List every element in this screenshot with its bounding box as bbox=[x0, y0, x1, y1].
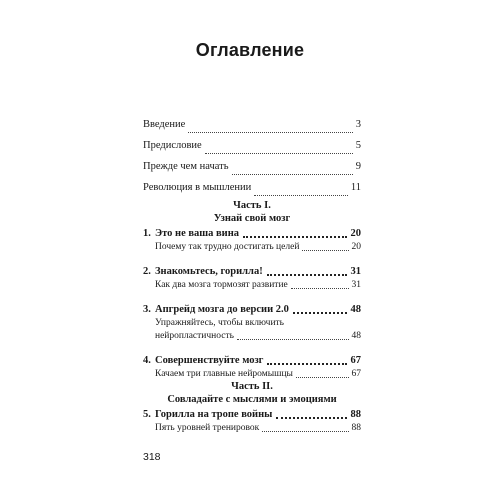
leader-dots bbox=[254, 195, 348, 196]
page-title: Оглавление bbox=[195, 40, 305, 60]
chapter-subtitle-line bbox=[143, 241, 361, 254]
leader-dots bbox=[243, 236, 346, 238]
chapter-page: 48 bbox=[350, 304, 361, 315]
chapter-subtitle: Как два мозга тормозят развитие bbox=[155, 280, 288, 290]
chapter-subtitle-line bbox=[143, 422, 361, 435]
front-matter-list bbox=[143, 119, 361, 203]
leader-dots bbox=[302, 250, 348, 251]
chapter-subtitle-line bbox=[143, 330, 361, 343]
leader-dots bbox=[276, 417, 346, 419]
chapter-page: 31 bbox=[350, 266, 361, 277]
chapter-title: Это не ваша вина bbox=[155, 228, 240, 239]
toc-entry-label: Предисловие bbox=[143, 140, 202, 151]
chapter-number: 3. bbox=[143, 304, 151, 315]
chapter-subtitle-line bbox=[143, 317, 361, 330]
toc-entry-page: 5 bbox=[355, 140, 361, 151]
chapter-subtitle-page: 20 bbox=[351, 242, 361, 252]
chapter-number: 2. bbox=[143, 266, 151, 277]
leader-dots bbox=[291, 288, 349, 289]
chapter-page: 67 bbox=[350, 355, 361, 366]
chapter-title: Совершенствуйте мозг bbox=[155, 355, 264, 366]
chapter-subtitle-page: 31 bbox=[351, 280, 361, 290]
toc-entry-page: 3 bbox=[355, 119, 361, 130]
chapter-subtitle: Упражняйтесь, чтобы включить bbox=[155, 318, 285, 328]
toc-entry-label: Введение bbox=[143, 119, 186, 130]
chapter-subtitle-page: 48 bbox=[351, 331, 361, 341]
part-label: Часть I. bbox=[233, 200, 271, 211]
part-2-chapters bbox=[143, 408, 361, 435]
leader-dots bbox=[267, 363, 346, 365]
chapter-subtitle: Пять уровней тренировок bbox=[155, 423, 260, 433]
leader-dots bbox=[262, 431, 348, 432]
toc-entry-page: 11 bbox=[350, 182, 361, 193]
leader-dots bbox=[232, 174, 353, 175]
part-heading bbox=[143, 199, 361, 225]
page-number: 318 bbox=[143, 451, 161, 463]
part-name: Совладайте с мыслями и эмоциями bbox=[167, 394, 337, 405]
chapter-page: 20 bbox=[350, 228, 361, 239]
chapter-entry[interactable] bbox=[143, 408, 361, 435]
toc-entry-page: 9 bbox=[355, 161, 361, 172]
part-label: Часть II. bbox=[231, 381, 273, 392]
toc-entry[interactable] bbox=[143, 161, 361, 182]
part-name: Узнай свой мозг bbox=[213, 213, 291, 224]
chapter-title: Знакомьтесь, горилла! bbox=[155, 266, 263, 277]
chapter-subtitle: Почему так трудно достигать целей bbox=[155, 242, 300, 252]
chapter-subtitle-page: 88 bbox=[351, 423, 361, 433]
part-1-chapters bbox=[143, 227, 361, 381]
chapter-subtitle-line bbox=[143, 279, 361, 292]
toc-entry[interactable] bbox=[143, 140, 361, 161]
chapter-subtitle: нейропластичность bbox=[155, 331, 234, 341]
toc-entry-label: Революция в мышлении bbox=[143, 182, 252, 193]
chapter-title: Горилла на тропе войны bbox=[155, 409, 273, 420]
chapter-entry[interactable] bbox=[143, 265, 361, 292]
leader-dots bbox=[293, 312, 347, 314]
toc-entry[interactable] bbox=[143, 119, 361, 140]
chapter-subtitle: Качаем три главные нейромышцы bbox=[155, 369, 293, 379]
toc-entry-label: Прежде чем начать bbox=[143, 161, 229, 172]
chapter-number: 1. bbox=[143, 228, 151, 239]
chapter-title: Апгрейд мозга до версии 2.0 bbox=[155, 304, 289, 315]
leader-dots bbox=[267, 274, 347, 276]
chapter-number: 5. bbox=[143, 409, 151, 420]
leader-dots bbox=[237, 339, 349, 340]
chapter-entry[interactable] bbox=[143, 227, 361, 254]
chapter-page: 88 bbox=[350, 409, 361, 420]
chapter-entry[interactable] bbox=[143, 303, 361, 343]
chapter-number: 4. bbox=[143, 355, 151, 366]
leader-dots bbox=[188, 132, 352, 133]
part-heading bbox=[143, 380, 361, 406]
chapter-entry[interactable] bbox=[143, 354, 361, 381]
leader-dots bbox=[205, 153, 353, 154]
chapter-subtitle-page: 67 bbox=[351, 369, 361, 379]
leader-dots bbox=[296, 377, 349, 378]
